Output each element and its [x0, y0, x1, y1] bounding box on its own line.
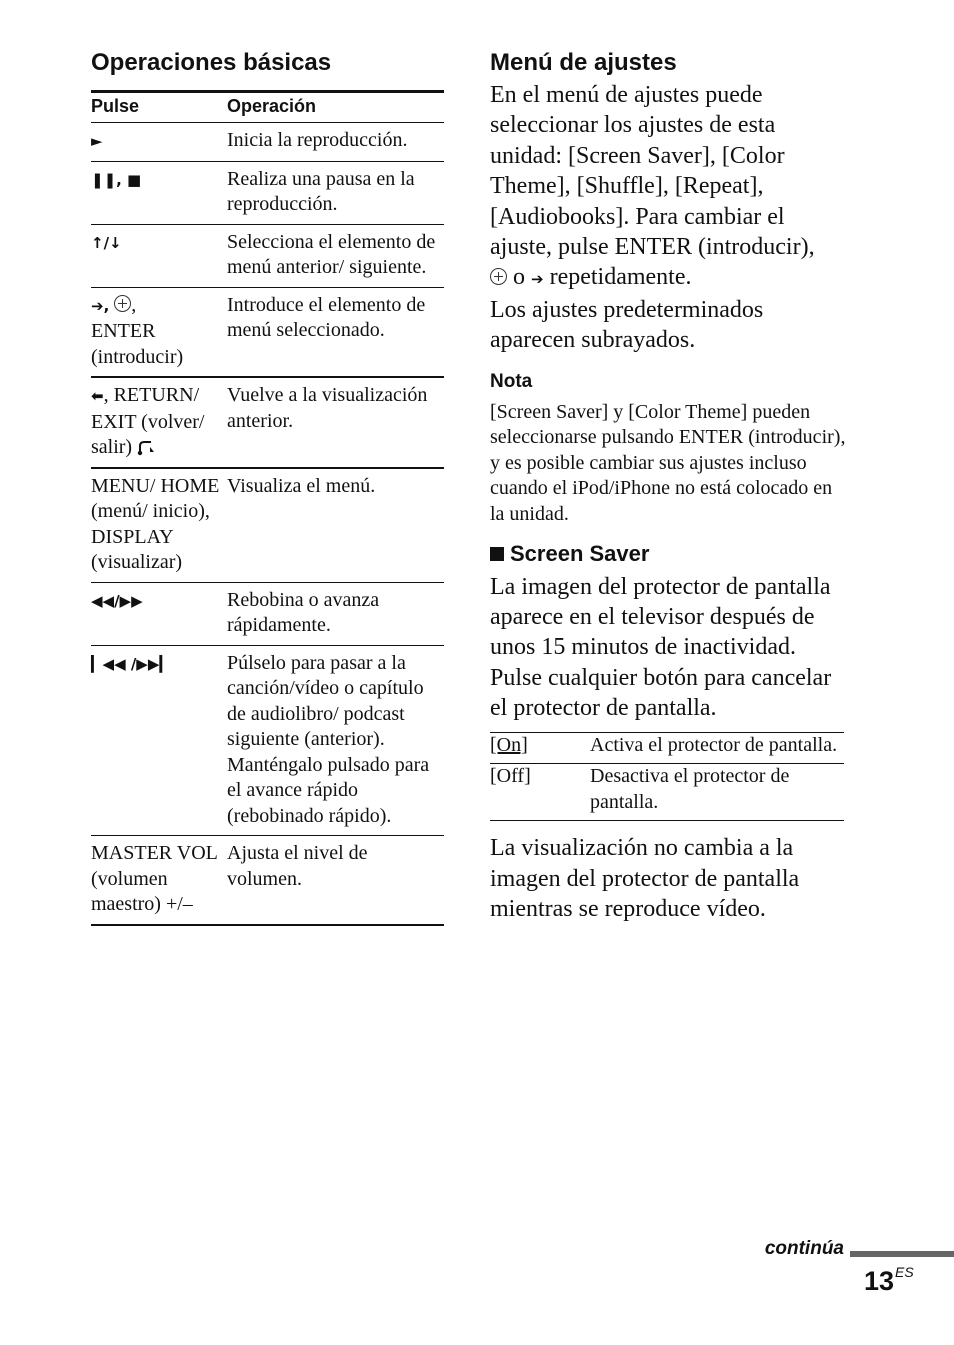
key-cell: [91, 645, 227, 836]
table-row: [91, 287, 444, 377]
option-desc: Desactiva el protector de pantalla.: [590, 764, 844, 821]
footer-bar: [850, 1251, 954, 1257]
header-operacion: Operación: [227, 92, 444, 123]
note-text: [Screen Saver] y [Color Theme] pueden seleccionarse pulsando ENTER (introducir), y es posible cambiar sus ajustes incluso cuando el iPod/iPhone no está colocado en la unidad.: [490, 400, 846, 526]
right-arrow-icon: ➔,: [91, 296, 110, 315]
table-row: [490, 732, 844, 764]
key-cell: [91, 123, 227, 162]
defaults-paragraph: Los ajustes predeterminados aparecen subrayados.: [490, 296, 764, 354]
option-value: [Off]: [490, 764, 590, 821]
screen-saver-heading: Screen Saver: [490, 540, 850, 568]
key-cell: [91, 161, 227, 224]
left-column: [91, 46, 444, 926]
key-cell: ➔, , ENTER (introducir): [91, 287, 227, 377]
left-arrow-icon: ⬅: [91, 387, 104, 405]
page-number: $13^{ES}$: [864, 1264, 914, 1296]
screen-saver-description: La imagen del protector de pantalla aparece en el televisor después de unos 15 minutos de inactividad. Pulse cualquier botón para cancelar el protector de pantalla.: [490, 573, 832, 722]
rewind-fastforward-icon: ◀◀/▶▶: [91, 591, 143, 610]
section-title-settings-menu: Menú de ajustes: [490, 49, 677, 76]
operation-cell: Ajusta el nivel de volumen.: [227, 836, 444, 925]
screen-saver-options-table: [490, 732, 844, 822]
header-pulse: Pulse: [91, 92, 227, 123]
play-icon: ►: [91, 132, 103, 150]
enter-circle-icon: [114, 295, 131, 312]
operation-cell: Realiza una pausa en la reproducción.: [227, 161, 444, 224]
screen-saver-after-text: La visualización no cambia a la imagen del protector de pantalla mientras se reproduce vídeo.: [490, 835, 800, 922]
table-row: [91, 224, 444, 287]
operation-cell: Púlselo para pasar a la canción/vídeo o capítulo de audiolibro/ podcast siguiente (anterior). Manténgalo pulsado para el avance rápido (rebobinado rápido).: [227, 645, 444, 836]
key-cell: [91, 582, 227, 645]
operation-cell: Inicia la reproducción.: [227, 123, 444, 162]
operation-cell: Vuelve a la visualización anterior.: [227, 377, 444, 468]
up-down-arrow-icon: ↑/↓: [91, 233, 122, 252]
table-row: [91, 645, 444, 836]
table-row: [490, 764, 844, 821]
table-row: [91, 836, 444, 925]
note-heading: Nota: [490, 370, 533, 392]
key-cell: MASTER VOL (volumen maestro) +/–: [91, 836, 227, 925]
section-title-basic-operations: Operaciones básicas: [91, 49, 332, 76]
table-row: [91, 161, 444, 224]
table-row: [91, 377, 444, 468]
operation-cell: Rebobina o avanza rápidamente.: [227, 582, 444, 645]
table-header-row: [91, 92, 444, 123]
intro-paragraph: En el menú de ajustes puede seleccionar los ajustes de esta unidad: [Screen Saver], [Color Theme], [Shuffle], [Repeat], [Audiobooks]. Para cambiar el ajuste, pulse ENTER (introducir), o ➔ repetidamente.: [490, 82, 815, 291]
square-bullet-icon: [490, 547, 504, 561]
continues-label: continúa: [764, 1238, 844, 1259]
key-cell: MENU/ HOME (menú/ inicio), DISPLAY (visualizar): [91, 468, 227, 583]
key-cell: [91, 377, 227, 468]
operation-cell: Introduce el elemento de menú seleccionado.: [227, 287, 444, 377]
table-row: [91, 468, 444, 583]
key-cell: [91, 224, 227, 287]
enter-circle-icon: [490, 268, 507, 285]
key-text: ENTER (introducir): [91, 320, 184, 368]
option-desc: Activa el protector de pantalla.: [590, 732, 844, 764]
table-row: [91, 582, 444, 645]
prev-next-track-icon: ▎◀◀ /▶▶▎: [91, 654, 171, 673]
return-icon: [137, 440, 157, 456]
table-row: [91, 123, 444, 162]
pause-stop-icon: ❚❚, ■: [91, 170, 142, 189]
right-arrow-icon: ➔: [531, 270, 544, 289]
operations-table: [91, 90, 444, 926]
operation-cell: Visualiza el menú.: [227, 468, 444, 583]
key-text: , RETURN/ EXIT (volver/ salir): [91, 384, 205, 458]
right-column: [490, 46, 850, 924]
operation-cell: Selecciona el elemento de menú anterior/ siguiente.: [227, 224, 444, 287]
option-value: [On]: [490, 732, 590, 764]
